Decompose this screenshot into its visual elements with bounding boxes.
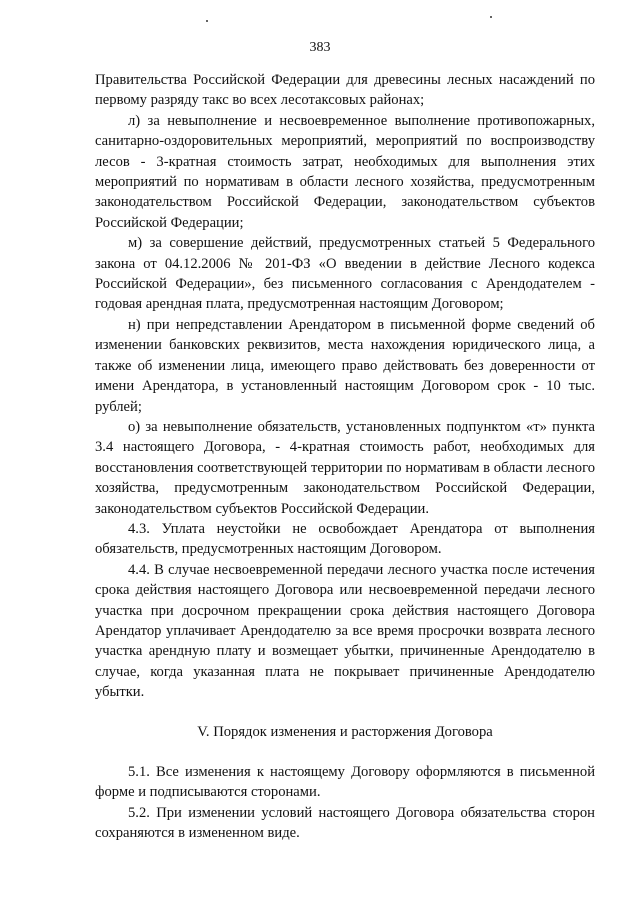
scan-speck bbox=[490, 16, 492, 18]
paragraph-5-2: 5.2. При изменении условий настоящего Договора обязательства сторон сохраняются в измененном виде. bbox=[95, 804, 595, 842]
section-title: V. Порядок изменения и расторжения Договора bbox=[197, 723, 493, 740]
document-body bbox=[95, 70, 595, 844]
paragraph-item-n: н) при непредставлении Арендатором в письменной форме сведений об изменении банковских реквизитов, места нахождения юридического лица, а также об изменении лица, имеющего право действовать без доверенности от имени Арендатора, в установленный настоящим Договором срок - 10 тыс. рублей; bbox=[95, 316, 595, 415]
paragraph-item-l: л) за невыполнение и несвоевременное выполнение противопожарных, санитарно-оздоровительных мероприятий, мероприятий по воспроизводству лесов - 3-кратная стоимость затрат, необходимых для выполнения этих мероприятий по нормативам в области лесного хозяйства, предусмотренным законодательством Российской Федерации, законодательством субъектов Российской Федерации; bbox=[95, 112, 595, 231]
paragraph-item-m: м) за совершение действий, предусмотренных статьей 5 Федерального закона от 04.12.2006 № 201-ФЗ «О введении в действие Лесного кодекса Российской Федерации», без письменного согласования с Арендодателем - годовая арендная плата, предусмотренная настоящим Договором; bbox=[95, 235, 595, 313]
paragraph-5-1: 5.1. Все изменения к настоящему Договору оформляются в письменной форме и подписываются сторонами. bbox=[95, 764, 595, 801]
paragraph-4-3: 4.3. Уплата неустойки не освобождает Арендатора от выполнения обязательств, предусмотренных настоящим Договором. bbox=[95, 520, 595, 558]
scan-speck bbox=[206, 20, 208, 22]
paragraph-continuation: Правительства Российской Федерации для древесины лесных насаждений по первому разряду такс во всех лесотаксовых районах; bbox=[95, 72, 595, 109]
paragraph-item-o: о) за невыполнение обязательств, установленных подпунктом «т» пункта 3.4 настоящего Договора, - 4-кратная стоимость работ, необходимых для восстановления соответствующей территории по нормативам в области лесного хозяйства, предусмотренным законодательством Российской Федерации, законодательством субъектов Российской Федерации. bbox=[95, 418, 595, 517]
paragraph-4-4: 4.4. В случае несвоевременной передачи лесного участка после истечения срока действия настоящего Договора или несвоевременной передачи лесного участка при досрочном прекращении срока действия настоящего Договора Арендатор уплачивает Арендодателю за все время просрочки возврата лесного участка арендную плату и возмещает убытки, причиненные Арендодателю в случае, когда указанная плата не покрывает причиненные Арендодателю убытки. bbox=[95, 561, 595, 701]
page-number: 383 bbox=[309, 40, 331, 55]
